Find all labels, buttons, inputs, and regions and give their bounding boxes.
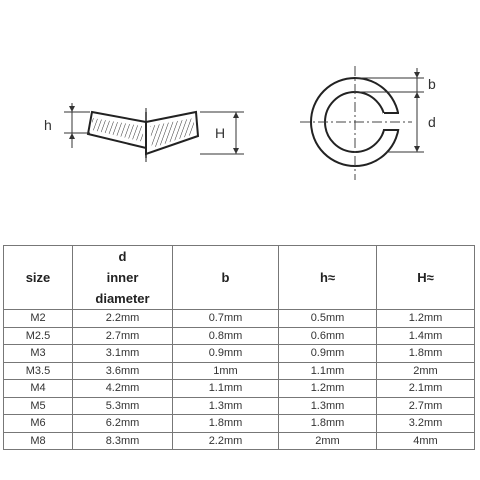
header-d-line3: diameter — [95, 291, 150, 306]
spec-table — [3, 245, 475, 450]
table-row — [4, 310, 475, 328]
cell-d: 6.2mm — [73, 415, 173, 433]
cell-H: 4mm — [377, 432, 475, 450]
header-d — [73, 246, 173, 310]
cell-d: 3.6mm — [73, 362, 173, 380]
cell-b: 1.8mm — [173, 415, 279, 433]
header-b: b — [173, 246, 279, 310]
cell-H: 1.8mm — [377, 345, 475, 363]
cell-H: 1.2mm — [377, 310, 475, 328]
cell-size: M8 — [4, 432, 73, 450]
cell-b: 0.8mm — [173, 327, 279, 345]
H-label: H — [215, 125, 226, 141]
table-row — [4, 415, 475, 433]
cell-size: M2 — [4, 310, 73, 328]
table-row — [4, 362, 475, 380]
b-dimension — [355, 68, 424, 102]
cell-h: 1.8mm — [279, 415, 377, 433]
cell-H: 2mm — [377, 362, 475, 380]
table-row — [4, 345, 475, 363]
cell-h: 0.9mm — [279, 345, 377, 363]
cell-h: 2mm — [279, 432, 377, 450]
cell-b: 1.1mm — [173, 380, 279, 398]
cell-size: M6 — [4, 415, 73, 433]
b-label: b — [428, 76, 436, 92]
header-h: h≈ — [279, 246, 377, 310]
h-label: h — [44, 117, 52, 133]
table-row — [4, 327, 475, 345]
h-dimension — [64, 103, 90, 148]
cell-size: M2.5 — [4, 327, 73, 345]
washer-top-view — [300, 66, 412, 180]
cell-d: 4.2mm — [73, 380, 173, 398]
cell-size: M3.5 — [4, 362, 73, 380]
cell-b: 1mm — [173, 362, 279, 380]
cell-h: 1.1mm — [279, 362, 377, 380]
table-row — [4, 432, 475, 450]
header-H: H≈ — [377, 246, 475, 310]
header-size: size — [4, 246, 73, 310]
cell-H: 2.7mm — [377, 397, 475, 415]
cell-b: 1.3mm — [173, 397, 279, 415]
header-d-line2: inner — [106, 270, 139, 285]
table-header-row — [4, 246, 475, 310]
table-row — [4, 397, 475, 415]
cell-d: 5.3mm — [73, 397, 173, 415]
cell-H: 3.2mm — [377, 415, 475, 433]
cell-d: 3.1mm — [73, 345, 173, 363]
cell-d: 8.3mm — [73, 432, 173, 450]
cell-size: M4 — [4, 380, 73, 398]
cell-h: 1.3mm — [279, 397, 377, 415]
table-row — [4, 380, 475, 398]
header-d-line1: d — [118, 249, 127, 264]
cell-H: 2.1mm — [377, 380, 475, 398]
washer-side-profile — [88, 108, 198, 162]
d-label: d — [428, 114, 436, 130]
cell-b: 2.2mm — [173, 432, 279, 450]
cell-d: 2.2mm — [73, 310, 173, 328]
cell-b: 0.7mm — [173, 310, 279, 328]
cell-size: M3 — [4, 345, 73, 363]
cell-h: 0.6mm — [279, 327, 377, 345]
cell-h: 1.2mm — [279, 380, 377, 398]
cell-H: 1.4mm — [377, 327, 475, 345]
cell-d: 2.7mm — [73, 327, 173, 345]
cell-h: 0.5mm — [279, 310, 377, 328]
cell-size: M5 — [4, 397, 73, 415]
cell-b: 0.9mm — [173, 345, 279, 363]
